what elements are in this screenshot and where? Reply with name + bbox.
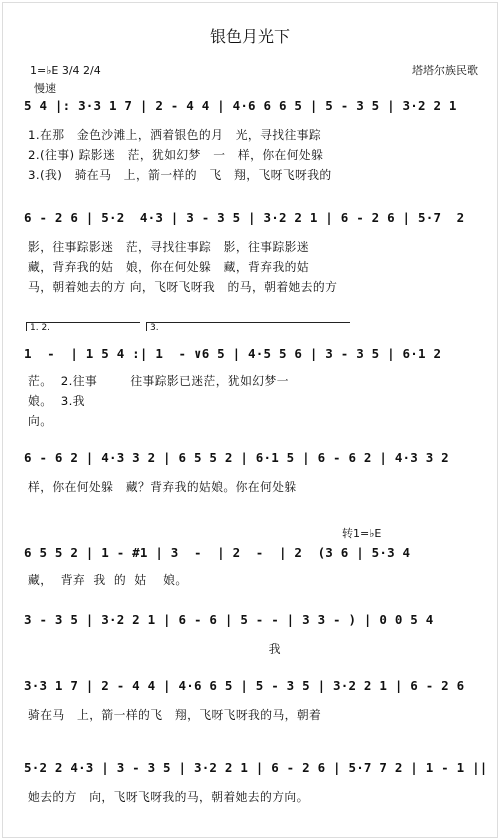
notation-line: 6 - 6 2 | 4·3 3 2 | 6 5 5 2 | 6·1 5 | 6 - 6 2 | 4·3 3 2: [24, 450, 449, 465]
lyric-verse-1: 藏， 背弃 我 的 姑 娘。: [28, 573, 188, 587]
notation-line: 3·3 1 7 | 2 - 4 4 | 4·6 6 5 | 5 - 3 5 | 3·2 2 1 | 6 - 2 6: [24, 678, 465, 693]
lyric-verse-2: 娘。 3.我: [28, 394, 85, 408]
tempo-marking: 慢速: [34, 82, 56, 95]
notation-line: 5·2 2 4·3 | 3 - 3 5 | 3·2 2 1 | 6 - 2 6 | 5·7 7 2 | 1 - 1 ||: [24, 760, 488, 775]
song-title: 银色月光下: [209, 27, 290, 46]
lyric-verse-1: 茫。 2.往事 往事踪影已迷茫，犹如幻梦一: [28, 374, 289, 388]
volta-third-ending: 3.: [146, 322, 350, 331]
modulation-marking: 转1=♭E: [342, 527, 382, 540]
lyric-verse-2: 藏，背弃我的姑 娘，你在何处躲 藏，背弃我的姑: [28, 260, 310, 274]
lyric-verse-1: 骑在马 上，箭一样的飞 翔，飞呀飞呀我的马，朝着: [28, 708, 322, 722]
lyric-verse-3: 向。: [28, 414, 53, 428]
song-credit: 塔塔尔族民歌: [412, 64, 478, 77]
lyric-verse-1: 样，你在何处躲 藏？背弃我的姑娘。你在何处躲: [28, 480, 297, 494]
lyric-verse-3: 3.(我) 骑在马 上，箭一样的 飞 翔，飞呀飞呀我的: [28, 168, 332, 182]
volta-first-ending: 1. 2.: [26, 322, 140, 331]
lyric-verse-1: 1.在那 金色沙滩上，洒着银色的月 光，寻找往事踪: [28, 128, 322, 142]
notation-line: 3 - 3 5 | 3·2 2 1 | 6 - 6 | 5 - - | 3 3 - ) | 0 0 5 4: [24, 612, 434, 627]
notation-line: 6 - 2 6 | 5·2 4·3 | 3 - 3 5 | 3·2 2 1 | 6 - 2 6 | 5·7 2: [24, 210, 465, 225]
lyric-verse-1: 影，往事踪影迷 茫，寻找往事踪 影，往事踪影迷: [28, 240, 310, 254]
notation-line: 5 4 |: 3·3 1 7 | 2 - 4 4 | 4·6 6 6 5 | 5 - 3 5 | 3·2 2 1: [24, 98, 457, 113]
lyric-verse-1: 她去的方 向，飞呀飞呀我的马，朝着她去的方向。: [28, 790, 309, 804]
notation-line: 6 5 5 2 | 1 - #1 | 3 - | 2 - | 2 (3 6 | 5·3 4: [24, 545, 411, 560]
key-signature: 1=♭E 3/4 2/4: [30, 64, 101, 77]
lyric-verse-2: 2.(往事) 踪影迷 茫，犹如幻梦 一 样，你在何处躲: [28, 148, 324, 162]
notation-line: 1 - | 1 5 4 :| 1 - ∨6 5 | 4·5 5 6 | 3 - 3 5 | 6·1 2: [24, 346, 442, 361]
lyric-verse-3: 马，朝着她去的方 向，飞呀飞呀我 的马，朝着她去的方: [28, 280, 338, 294]
lyric-verse-1: 我: [28, 642, 281, 656]
